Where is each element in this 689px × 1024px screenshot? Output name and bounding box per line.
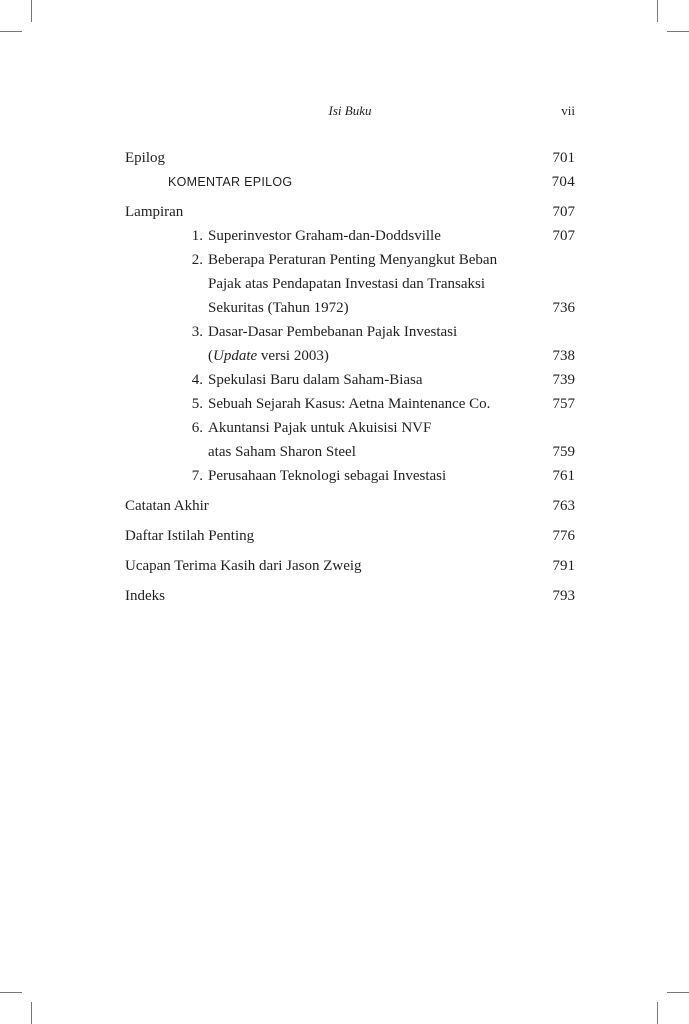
toc-entry-komentar-epilog[interactable] xyxy=(125,170,575,194)
toc-entry-page: 759 xyxy=(552,444,575,460)
appendix-item-3[interactable] xyxy=(125,320,575,344)
toc-entry-title: Epilog xyxy=(125,150,165,166)
toc-entry-page: 791 xyxy=(552,558,575,574)
appendix-item-6-line-2 xyxy=(125,440,575,464)
item-title: Dasar-Dasar Pembebanan Pajak Investasi xyxy=(208,324,458,340)
appendix-item-7[interactable] xyxy=(125,464,575,488)
crop-mark xyxy=(0,31,22,32)
toc-entry-ucapan[interactable] xyxy=(125,554,575,578)
item-title xyxy=(208,344,329,368)
toc-entry-page: 707 xyxy=(552,228,575,244)
toc-entry-page: 761 xyxy=(552,468,575,484)
toc-entry-page: 739 xyxy=(552,372,575,388)
item-title: Beberapa Peraturan Penting Menyangkut Beban xyxy=(208,252,498,268)
toc-entry-page: 701 xyxy=(552,150,575,166)
appendix-item-2-line-3 xyxy=(125,296,575,320)
crop-mark xyxy=(657,0,658,22)
item-title: Superinvestor Graham-dan-Doddsville xyxy=(208,228,441,244)
page-number: vii xyxy=(561,103,575,118)
crop-mark xyxy=(657,1002,658,1024)
toc-entry-title: Indeks xyxy=(125,588,165,604)
crop-mark xyxy=(0,992,22,993)
item-title-part: ( xyxy=(208,348,213,364)
appendix-item-5[interactable] xyxy=(125,392,575,416)
item-title: Sekuritas (Tahun 1972) xyxy=(208,300,349,316)
toc-entry-title: Catatan Akhir xyxy=(125,498,209,514)
item-title: Sebuah Sejarah Kasus: Aetna Maintenance Co. xyxy=(208,396,491,412)
item-title: atas Saham Sharon Steel xyxy=(208,444,356,460)
toc-entry-lampiran[interactable] xyxy=(125,200,575,224)
running-title: Isi Buku xyxy=(328,103,372,118)
toc-entry-title: Daftar Istilah Penting xyxy=(125,528,255,544)
crop-mark xyxy=(667,992,689,993)
appendix-item-2[interactable] xyxy=(125,248,575,272)
item-number: 3. xyxy=(191,324,203,340)
toc-entry-page: 793 xyxy=(552,588,575,604)
toc-entry-title: KOMENTAR EPILOG xyxy=(168,175,293,189)
item-number: 4. xyxy=(191,372,203,388)
appendix-item-6[interactable] xyxy=(125,416,575,440)
toc-entry-page: 738 xyxy=(552,348,575,364)
appendix-item-2-line-2 xyxy=(125,272,575,296)
item-title: Pajak atas Pendapatan Investasi dan Transaksi xyxy=(208,276,486,292)
toc-entry-page: 704 xyxy=(551,174,575,190)
item-number: 2. xyxy=(191,252,203,268)
toc-entry-title: Ucapan Terima Kasih dari Jason Zweig xyxy=(125,558,362,574)
item-number: 6. xyxy=(191,420,203,436)
item-number: 7. xyxy=(191,468,203,484)
toc-entry-page: 763 xyxy=(552,498,575,514)
toc-entry-page: 776 xyxy=(552,528,575,544)
toc-entry-indeks[interactable] xyxy=(125,584,575,608)
table-of-contents xyxy=(125,146,575,608)
item-title-part: versi 2003) xyxy=(257,348,329,364)
appendix-item-3-line-2 xyxy=(125,344,575,368)
toc-entry-page: 707 xyxy=(552,204,575,220)
item-title: Akuntansi Pajak untuk Akuisisi NVF xyxy=(208,420,432,436)
item-title-italic: Update xyxy=(213,348,258,364)
toc-entry-title: Lampiran xyxy=(125,204,184,220)
toc-entry-daftar-istilah[interactable] xyxy=(125,524,575,548)
crop-mark xyxy=(667,31,689,32)
item-title: Perusahaan Teknologi sebagai Investasi xyxy=(208,468,447,484)
item-number: 5. xyxy=(191,396,203,412)
item-number: 1. xyxy=(191,228,203,244)
toc-entry-page: 757 xyxy=(552,396,575,412)
crop-mark xyxy=(31,0,32,22)
toc-entry-epilog[interactable] xyxy=(125,146,575,170)
crop-mark xyxy=(31,1002,32,1024)
item-title: Spekulasi Baru dalam Saham-Biasa xyxy=(208,372,423,388)
appendix-item-4[interactable] xyxy=(125,368,575,392)
appendix-item-1[interactable] xyxy=(125,224,575,248)
toc-entry-page: 736 xyxy=(552,300,575,316)
running-header xyxy=(125,103,575,121)
toc-entry-catatan-akhir[interactable] xyxy=(125,494,575,518)
